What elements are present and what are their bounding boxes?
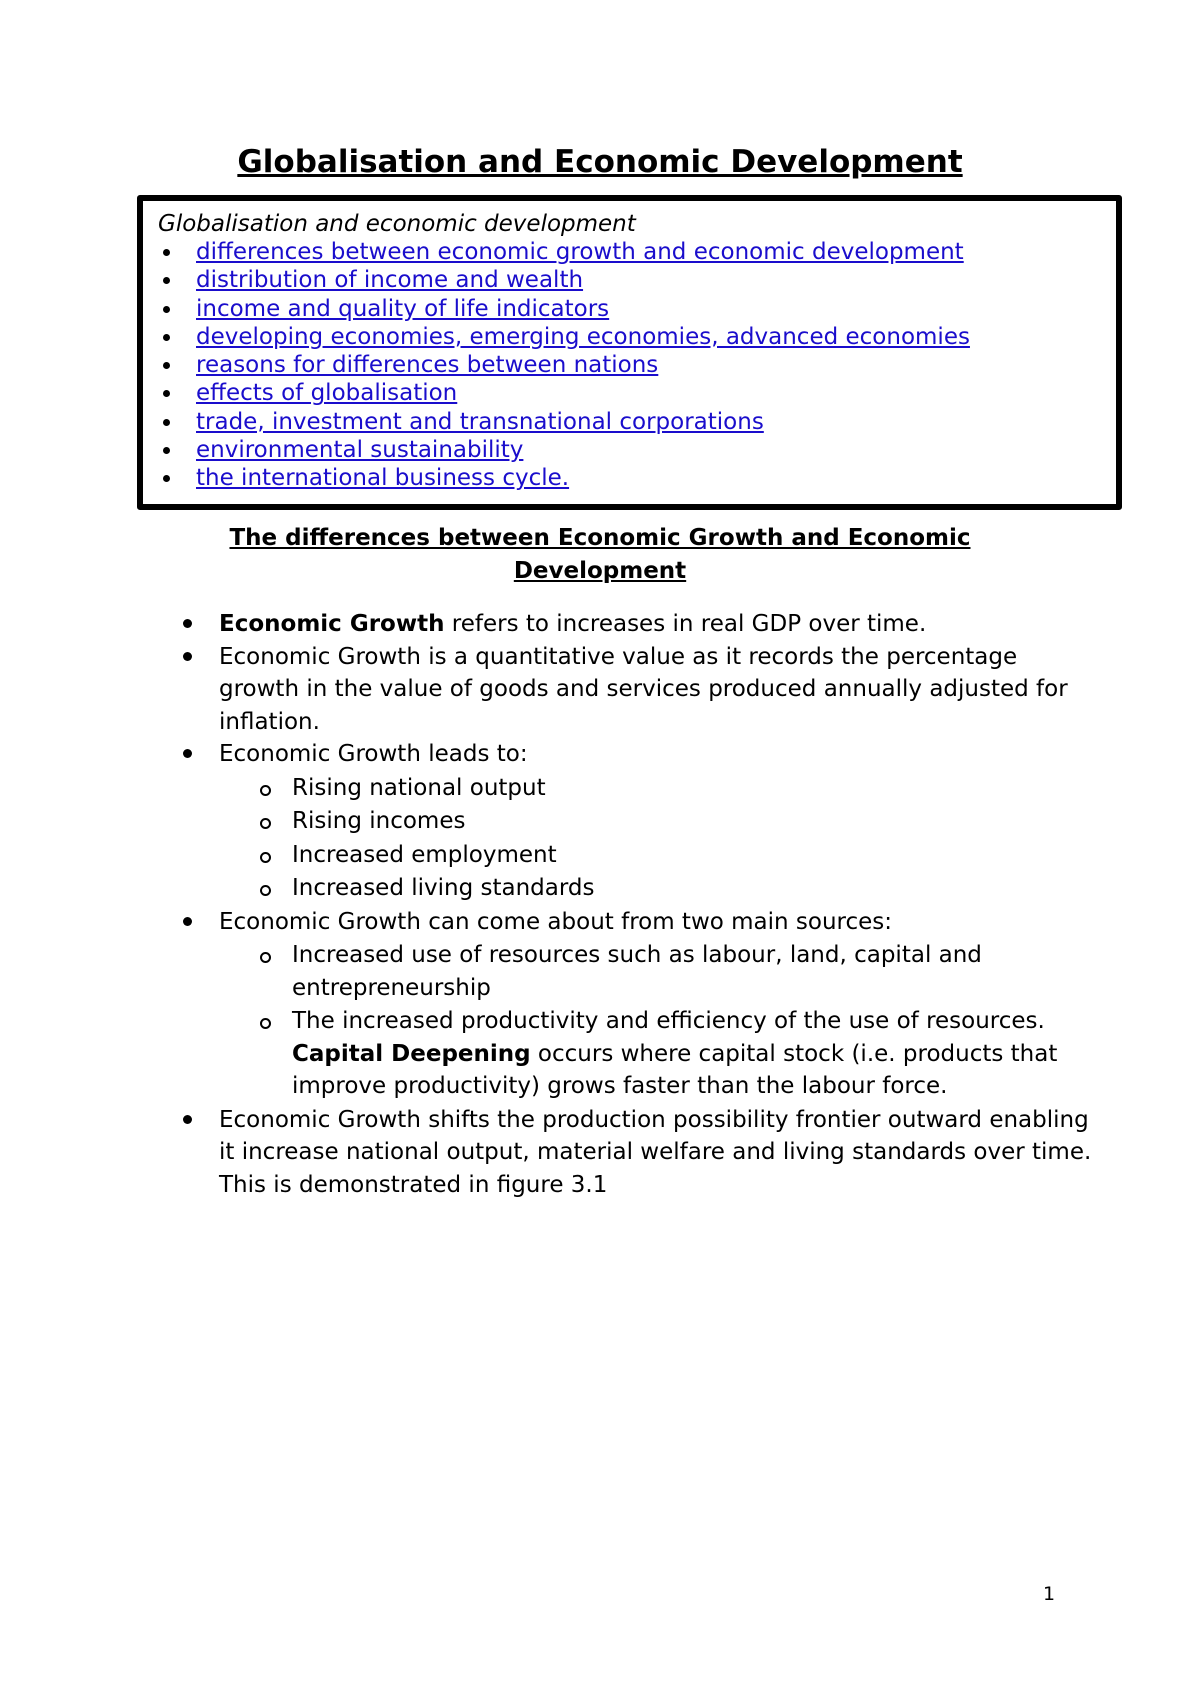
- circle-bullet-icon: [260, 785, 271, 796]
- bullet-icon: [163, 277, 170, 284]
- term-economic-growth: Economic Growth: [219, 611, 445, 637]
- sub-list-item: [292, 772, 1099, 805]
- bullet-icon: [183, 652, 192, 661]
- contents-link[interactable]: reasons for differences between nations: [196, 352, 659, 379]
- bullet-icon: [163, 447, 170, 454]
- bullet-icon: [163, 390, 170, 397]
- contents-item: [196, 351, 1116, 379]
- sub-list-item-text: Increased living standards: [292, 875, 595, 901]
- section-heading: [190, 522, 1010, 588]
- list-item-text: Economic Growth shifts the production possibility frontier outward enabling it increase national output, material welfare and living standards over time. This is demonstrated in figure 3.1: [219, 1106, 1092, 1198]
- sub-list-item-text: Rising national output: [292, 774, 546, 801]
- contents-link[interactable]: trade, investment and transnational corporations: [196, 408, 764, 435]
- circle-bullet-icon: [260, 1018, 271, 1029]
- contents-heading: Globalisation and economic development: [158, 211, 636, 237]
- contents-item: [196, 295, 1116, 323]
- contents-link[interactable]: distribution of income and wealth: [196, 267, 584, 294]
- contents-box: [137, 195, 1122, 510]
- bullet-icon: [183, 619, 192, 628]
- page-title: Globalisation and Economic Development: [237, 144, 963, 180]
- contents-link[interactable]: effects of globalisation: [196, 380, 458, 407]
- contents-item: [196, 464, 1116, 492]
- bullet-icon: [163, 249, 170, 256]
- sub-list-item-text: Increased employment: [292, 841, 557, 868]
- term-capital-deepening: Capital Deepening: [292, 1040, 531, 1067]
- list-item: [219, 608, 1099, 641]
- contents-link[interactable]: environmental sustainability: [196, 437, 524, 464]
- sub-list-item-text: occurs where capital stock (i.e. products that improve productivity) grows faster than the labour force.: [292, 1040, 1058, 1099]
- list-item: [219, 906, 1099, 1103]
- sub-list: [219, 772, 1099, 905]
- list-item-text: Economic Growth is a quantitative value as it records the percentage growth in the value of goods and services produced annually adjusted for inflation.: [219, 643, 1068, 735]
- sub-list-item: [292, 805, 1099, 838]
- sub-list-item: [292, 1005, 1099, 1103]
- contents-list: [158, 238, 1116, 493]
- sub-list-item-text: Rising incomes: [292, 808, 466, 834]
- list-item: [219, 641, 1099, 739]
- contents-link[interactable]: income and quality of life indicators: [196, 295, 610, 322]
- sub-list-item: [292, 839, 1099, 872]
- contents-link[interactable]: differences between economic growth and economic development: [196, 239, 964, 265]
- section-heading-line-1: The differences between Economic Growth and Economic: [229, 525, 971, 551]
- contents-item: [196, 238, 1116, 266]
- list-item: [219, 738, 1099, 905]
- list-item-text: refers to increases in real GDP over time.: [444, 611, 927, 637]
- list-item-text: Economic Growth can come about from two main sources:: [219, 908, 893, 935]
- sub-list: [219, 939, 1099, 1103]
- bullet-icon: [163, 362, 170, 369]
- list-item: [219, 1104, 1099, 1202]
- bullet-icon: [163, 475, 170, 482]
- sub-list-item-text: The increased productivity and efficiency of the use of resources.: [292, 1008, 1045, 1034]
- sub-list-item: [292, 939, 1099, 1004]
- circle-bullet-icon: [260, 885, 271, 896]
- sub-list-item-text: Increased use of resources such as labour, land, capital and entrepreneurship: [292, 942, 982, 1001]
- bullet-icon: [183, 1115, 192, 1124]
- contents-item: [196, 436, 1116, 464]
- bullet-icon: [163, 334, 170, 341]
- list-item-text: Economic Growth leads to:: [219, 741, 528, 767]
- contents-link[interactable]: the international business cycle.: [196, 465, 570, 492]
- contents-link[interactable]: developing economies, emerging economies, advanced economies: [196, 323, 970, 350]
- section-heading-line-2: Development: [513, 558, 687, 584]
- circle-bullet-icon: [260, 852, 271, 863]
- page-number: 1: [1043, 1583, 1056, 1605]
- sub-list-item: [292, 872, 1099, 905]
- bullet-icon: [183, 917, 192, 926]
- circle-bullet-icon: [260, 818, 271, 829]
- contents-item: [196, 379, 1116, 407]
- bullet-icon: [163, 306, 170, 313]
- bullet-icon: [163, 419, 170, 426]
- bullet-icon: [183, 749, 192, 758]
- bullet-list: [219, 608, 1099, 1201]
- circle-bullet-icon: [260, 952, 271, 963]
- contents-item: [196, 323, 1116, 351]
- contents-item: [196, 266, 1116, 294]
- contents-item: [196, 408, 1116, 436]
